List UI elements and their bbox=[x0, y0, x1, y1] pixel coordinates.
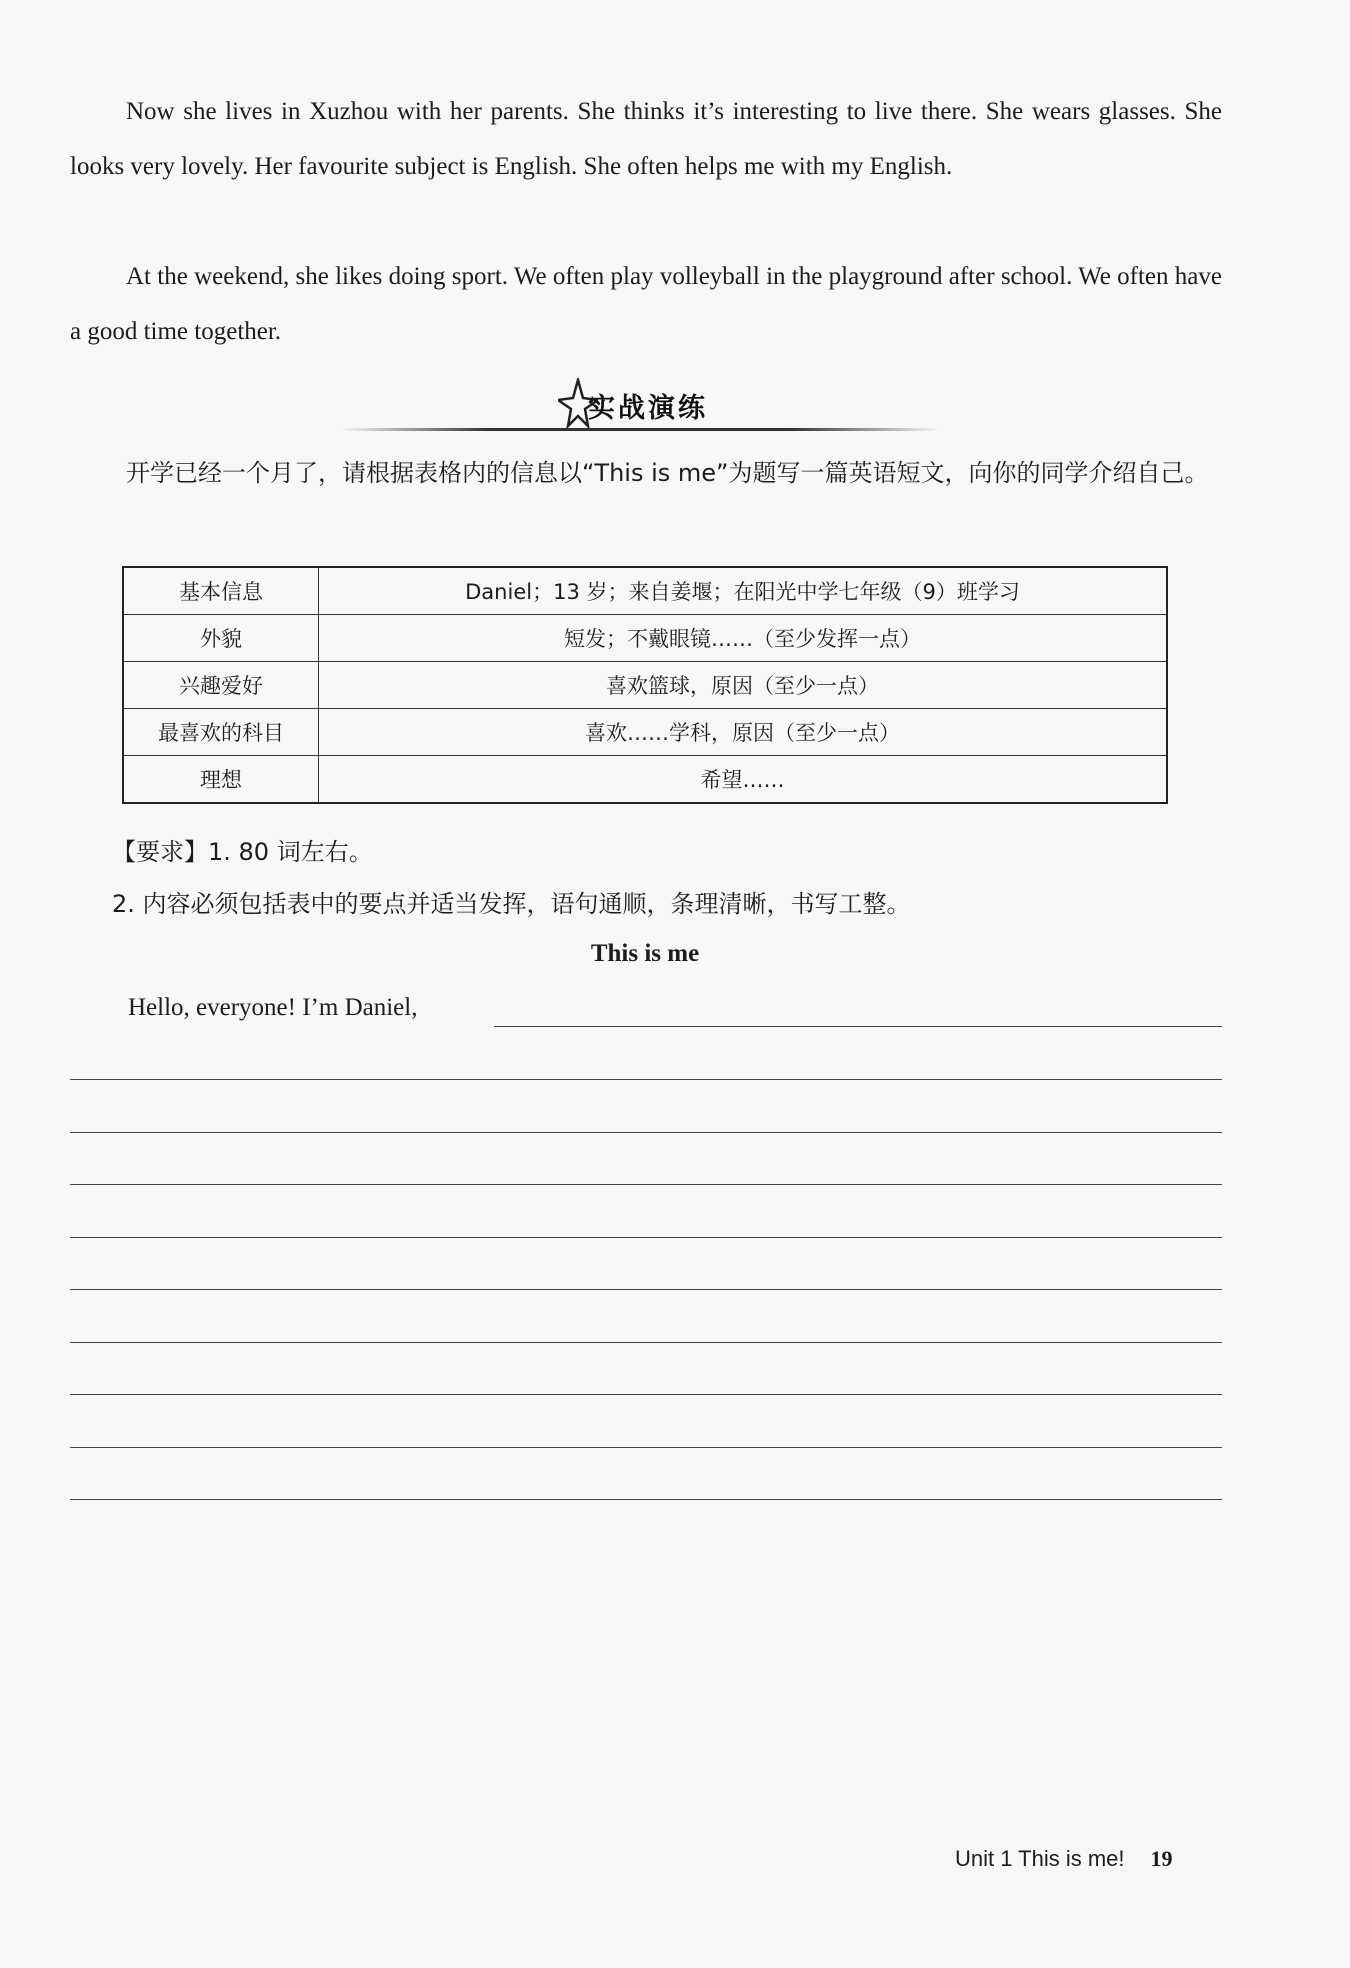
table-value-cell: 喜欢篮球，原因（至少一点） bbox=[319, 662, 1168, 709]
requirement-1: 【要求】1. 80 词左右。 bbox=[112, 838, 373, 866]
table-key-cell: 理想 bbox=[123, 756, 319, 804]
table-row bbox=[123, 567, 1167, 615]
footer-unit: Unit 1 This is me! bbox=[955, 1846, 1125, 1871]
passage-paragraph-1 bbox=[70, 84, 1222, 194]
writing-line[interactable] bbox=[70, 1184, 1222, 1185]
table-row bbox=[123, 662, 1167, 709]
table-value-cell: Daniel；13 岁；来自姜堰；在阳光中学七年级（9）班学习 bbox=[319, 567, 1168, 615]
section-heading bbox=[340, 378, 940, 438]
writing-line[interactable] bbox=[70, 1342, 1222, 1343]
essay-title: This is me bbox=[590, 940, 700, 967]
writing-line[interactable] bbox=[70, 1447, 1222, 1448]
table-row bbox=[123, 615, 1167, 662]
table-row bbox=[123, 709, 1167, 756]
table-key-cell: 基本信息 bbox=[123, 567, 319, 615]
table-key-cell: 最喜欢的科目 bbox=[123, 709, 319, 756]
section-divider bbox=[340, 428, 940, 431]
section-title: 实战演练 bbox=[588, 393, 708, 424]
task-instruction: 开学已经一个月了，请根据表格内的信息以“This is me”为题写一篇英语短文，向你的同学介绍自己。 bbox=[126, 459, 1209, 487]
table-key-cell: 兴趣爱好 bbox=[123, 662, 319, 709]
essay-opening: Hello, everyone! I’m Daniel, bbox=[128, 994, 418, 1021]
writing-line[interactable] bbox=[70, 1237, 1222, 1238]
writing-line[interactable] bbox=[70, 1079, 1222, 1080]
writing-line[interactable] bbox=[70, 1394, 1222, 1395]
table-row bbox=[123, 756, 1167, 804]
page-number: 19 bbox=[1150, 1846, 1173, 1871]
table-value-cell: 喜欢……学科，原因（至少一点） bbox=[319, 709, 1168, 756]
passage-paragraph-1-text: Now she lives in Xuzhou with her parents. She thinks it’s interesting to live there. She wears glasses. She looks very lovely. Her favourite subject is English. She often helps me with my English. bbox=[70, 98, 1222, 180]
passage-paragraph-2-text: At the weekend, she likes doing sport. We often play volleyball in the playground after school. We often have a good time together. bbox=[70, 263, 1222, 345]
passage-paragraph-2 bbox=[70, 249, 1222, 359]
info-table bbox=[122, 566, 1168, 804]
table-value-cell: 短发；不戴眼镜……（至少发挥一点） bbox=[319, 615, 1168, 662]
writing-line[interactable] bbox=[494, 1026, 1222, 1027]
writing-line[interactable] bbox=[70, 1132, 1222, 1133]
requirement-2: 2. 内容必须包括表中的要点并适当发挥，语句通顺，条理清晰，书写工整。 bbox=[112, 890, 911, 918]
table-key-cell: 外貌 bbox=[123, 615, 319, 662]
table-value-cell: 希望…… bbox=[319, 756, 1168, 804]
writing-line[interactable] bbox=[70, 1499, 1222, 1500]
page-footer bbox=[955, 1846, 1173, 1872]
writing-line[interactable] bbox=[70, 1289, 1222, 1290]
